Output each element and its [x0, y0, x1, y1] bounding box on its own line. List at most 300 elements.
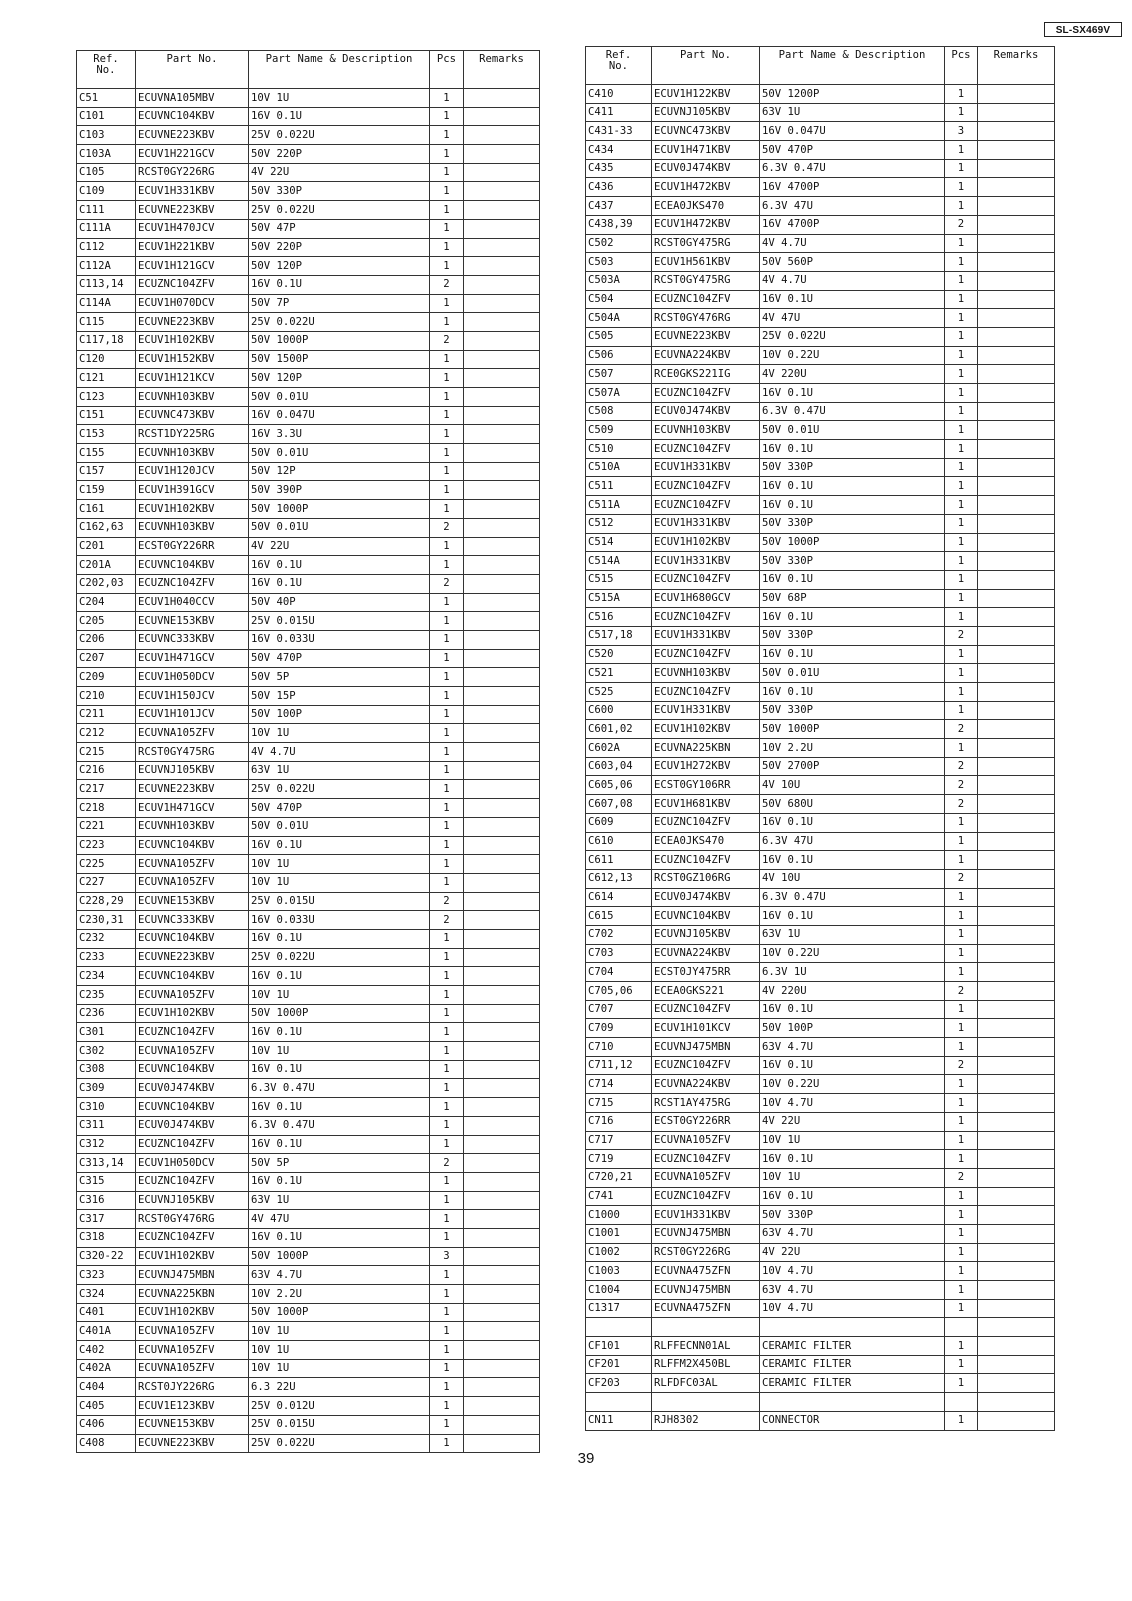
remarks-cell — [464, 687, 540, 706]
table-row — [77, 761, 540, 780]
ref-cell: C312 — [77, 1135, 136, 1154]
desc-cell: 6.3V 0.47U — [760, 159, 945, 178]
part-no-cell: ECUV1H472KBV — [652, 178, 760, 197]
table-row — [77, 1341, 540, 1360]
part-no-cell: ECUV1H121KCV — [136, 369, 249, 388]
part-no-cell: ECUV1H102KBV — [136, 1004, 249, 1023]
ref-cell: C207 — [77, 649, 136, 668]
table-row — [77, 257, 540, 276]
ref-cell: C505 — [586, 327, 652, 346]
part-no-cell: ECUV1H391GCV — [136, 481, 249, 500]
table-row — [586, 533, 1055, 552]
table-row — [586, 253, 1055, 272]
desc-cell: 10V 1U — [249, 1359, 430, 1378]
table-row — [586, 1168, 1055, 1187]
part-no-cell: ECUV0J474KBV — [652, 159, 760, 178]
pcs-cell: 1 — [430, 1172, 464, 1191]
pcs-cell: 2 — [945, 795, 978, 814]
table-row — [77, 275, 540, 294]
ref-cell: C221 — [77, 817, 136, 836]
desc-cell: 25V 0.012U — [249, 1397, 430, 1416]
pcs-cell: 1 — [945, 944, 978, 963]
remarks-cell — [978, 1000, 1055, 1019]
ref-cell: C717 — [586, 1131, 652, 1150]
ref-cell: C302 — [77, 1042, 136, 1061]
table-row — [77, 855, 540, 874]
table-row — [77, 687, 540, 706]
part-no-cell: ECUVNC104KBV — [136, 1098, 249, 1117]
pcs-cell: 1 — [945, 477, 978, 496]
desc-cell: 50V 0.01U — [249, 388, 430, 407]
pcs-cell: 1 — [945, 1187, 978, 1206]
pcs-cell: 1 — [430, 1042, 464, 1061]
desc-cell: 4V 47U — [760, 309, 945, 328]
ref-cell: C435 — [586, 159, 652, 178]
table-row — [77, 238, 540, 257]
remarks-cell — [464, 986, 540, 1005]
ref-cell: C516 — [586, 608, 652, 627]
ref-cell: C112 — [77, 238, 136, 257]
pcs-cell: 1 — [430, 593, 464, 612]
remarks-cell — [464, 836, 540, 855]
remarks-cell — [464, 388, 540, 407]
table-row — [77, 1191, 540, 1210]
ref-cell: CF201 — [586, 1355, 652, 1374]
desc-cell: 50V 0.01U — [760, 421, 945, 440]
ref-cell: C431-33 — [586, 122, 652, 141]
pcs-cell: 1 — [945, 1206, 978, 1225]
table-row — [586, 683, 1055, 702]
desc-cell: 10V 1U — [249, 855, 430, 874]
pcs-cell: 3 — [945, 122, 978, 141]
part-no-cell: RJH8302 — [652, 1411, 760, 1430]
remarks-cell — [464, 1023, 540, 1042]
part-no-cell: RCST1DY225RG — [136, 425, 249, 444]
ref-cell: C206 — [77, 630, 136, 649]
table-row — [586, 1374, 1055, 1393]
table-row — [586, 477, 1055, 496]
desc-cell: 16V 0.1U — [249, 836, 430, 855]
desc-cell: 4V 47U — [249, 1210, 430, 1229]
table-row — [77, 612, 540, 631]
part-no-cell: ECUV1H101KCV — [652, 1019, 760, 1038]
pcs-cell: 2 — [945, 776, 978, 795]
desc-cell: 50V 120P — [249, 369, 430, 388]
desc-cell: 16V 0.1U — [249, 1098, 430, 1117]
remarks-cell — [464, 593, 540, 612]
part-no-cell: ECUV1H470JCV — [136, 219, 249, 238]
ref-cell: C600 — [586, 701, 652, 720]
ref-cell: C109 — [77, 182, 136, 201]
table-row — [77, 313, 540, 332]
part-no-cell: ECUVNC104KBV — [136, 929, 249, 948]
part-no-cell: ECUVNE153KBV — [136, 1415, 249, 1434]
remarks-cell — [978, 1131, 1055, 1150]
part-no-cell: ECUZNC104ZFV — [652, 477, 760, 496]
part-no-cell: ECUV1H331KBV — [652, 626, 760, 645]
table-row — [586, 1075, 1055, 1094]
pcs-cell: 1 — [945, 1224, 978, 1243]
table-row — [77, 1079, 540, 1098]
ref-cell: C715 — [586, 1094, 652, 1113]
part-no-cell: ECUV1H472KBV — [652, 215, 760, 234]
remarks-cell — [464, 481, 540, 500]
part-no-cell: ECUVNC104KBV — [136, 967, 249, 986]
part-no-cell: ECUVNC104KBV — [136, 556, 249, 575]
part-no-cell: ECUZNC104ZFV — [652, 570, 760, 589]
desc-cell — [760, 1318, 945, 1337]
table-row — [77, 1322, 540, 1341]
table-row — [77, 350, 540, 369]
part-no-cell: ECUV1H331KBV — [652, 552, 760, 571]
desc-cell: 16V 0.1U — [760, 496, 945, 515]
part-no-cell: ECUZNC104ZFV — [136, 1172, 249, 1191]
ref-cell: C506 — [586, 346, 652, 365]
ref-cell: C318 — [77, 1228, 136, 1247]
desc-cell: 50V 1000P — [249, 331, 430, 350]
desc-cell: 63V 1U — [760, 925, 945, 944]
pcs-cell: 1 — [430, 967, 464, 986]
desc-cell: 6.3V 0.47U — [760, 888, 945, 907]
ref-cell: C205 — [77, 612, 136, 631]
ref-cell: C317 — [77, 1210, 136, 1229]
pcs-cell: 1 — [945, 1075, 978, 1094]
desc-cell: 16V 0.1U — [760, 570, 945, 589]
table-row — [77, 1434, 540, 1453]
desc-cell: 50V 1500P — [249, 350, 430, 369]
remarks-cell — [464, 799, 540, 818]
pcs-cell: 1 — [945, 1355, 978, 1374]
ref-cell: CF203 — [586, 1374, 652, 1393]
remarks-cell — [978, 159, 1055, 178]
table-row — [77, 388, 540, 407]
ref-cell: C202,03 — [77, 574, 136, 593]
pcs-cell: 1 — [945, 365, 978, 384]
ref-cell: C313,14 — [77, 1154, 136, 1173]
table-row — [77, 986, 540, 1005]
ref-cell: C436 — [586, 178, 652, 197]
desc-cell: 16V 0.1U — [760, 290, 945, 309]
desc-cell: 63V 4.7U — [249, 1266, 430, 1285]
table-row — [77, 89, 540, 108]
desc-cell: CERAMIC FILTER — [760, 1355, 945, 1374]
table-row — [77, 406, 540, 425]
desc-cell: 50V 0.01U — [249, 518, 430, 537]
ref-cell: C402 — [77, 1341, 136, 1360]
ref-cell: C236 — [77, 1004, 136, 1023]
ref-cell: C1001 — [586, 1224, 652, 1243]
pcs-cell: 1 — [430, 986, 464, 1005]
pcs-cell: 1 — [945, 552, 978, 571]
pcs-cell: 2 — [430, 275, 464, 294]
desc-cell: 16V 0.1U — [249, 929, 430, 948]
ref-cell: C111 — [77, 201, 136, 220]
pcs-cell: 1 — [430, 873, 464, 892]
table-row — [586, 552, 1055, 571]
table-row — [586, 234, 1055, 253]
pcs-cell: 1 — [945, 701, 978, 720]
remarks-cell — [464, 107, 540, 126]
table-row — [586, 907, 1055, 926]
desc-cell: 10V 2.2U — [249, 1285, 430, 1304]
ref-cell: C117,18 — [77, 331, 136, 350]
col-header-pcs: Pcs — [945, 47, 978, 85]
ref-cell: C123 — [77, 388, 136, 407]
part-no-cell: RCST1AY475RG — [652, 1094, 760, 1113]
remarks-cell — [464, 1172, 540, 1191]
part-no-cell: ECUVNH103KBV — [136, 518, 249, 537]
part-no-cell: RCST0GY226RG — [136, 163, 249, 182]
ref-cell: C615 — [586, 907, 652, 926]
pcs-cell: 1 — [430, 1303, 464, 1322]
part-no-cell: ECUZNC104ZFV — [652, 440, 760, 459]
part-no-cell: ECUZNC104ZFV — [136, 574, 249, 593]
remarks-cell — [978, 1374, 1055, 1393]
ref-cell: C507A — [586, 384, 652, 403]
pcs-cell: 1 — [945, 683, 978, 702]
table-row — [77, 705, 540, 724]
desc-cell: 50V 470P — [249, 649, 430, 668]
remarks-cell — [978, 1262, 1055, 1281]
ref-cell: C511 — [586, 477, 652, 496]
pcs-cell: 1 — [945, 384, 978, 403]
desc-cell: 16V 0.1U — [249, 1228, 430, 1247]
table-row — [77, 1378, 540, 1397]
part-no-cell: ECUVNA105ZFV — [136, 1341, 249, 1360]
ref-cell: C1002 — [586, 1243, 652, 1262]
pcs-cell: 1 — [430, 369, 464, 388]
desc-cell: 25V 0.015U — [249, 612, 430, 631]
pcs-cell: 1 — [430, 630, 464, 649]
remarks-cell — [978, 589, 1055, 608]
remarks-cell — [464, 1415, 540, 1434]
table-header-row — [77, 51, 540, 89]
pcs-cell: 1 — [945, 1374, 978, 1393]
remarks-cell — [464, 1303, 540, 1322]
remarks-cell — [464, 406, 540, 425]
pcs-cell: 1 — [430, 780, 464, 799]
part-no-cell: ECUVNJ105KBV — [652, 925, 760, 944]
pcs-cell: 2 — [430, 1154, 464, 1173]
table-row — [77, 1415, 540, 1434]
ref-cell: C603,04 — [586, 757, 652, 776]
pcs-cell: 1 — [945, 309, 978, 328]
ref-cell: C719 — [586, 1150, 652, 1169]
desc-cell: 50V 680U — [760, 795, 945, 814]
desc-cell: 16V 0.1U — [760, 608, 945, 627]
table-row — [77, 163, 540, 182]
remarks-cell — [978, 944, 1055, 963]
part-no-cell: RCST0GY476RG — [652, 309, 760, 328]
part-no-cell: ECST0GY226RR — [652, 1112, 760, 1131]
pcs-cell: 1 — [430, 219, 464, 238]
desc-cell: 16V 0.1U — [249, 967, 430, 986]
table-row — [77, 1210, 540, 1229]
part-no-cell: RCST0GY475RG — [136, 743, 249, 762]
desc-cell: 16V 0.1U — [760, 1150, 945, 1169]
pcs-cell: 1 — [430, 1285, 464, 1304]
ref-cell: C411 — [586, 103, 652, 122]
remarks-cell — [978, 925, 1055, 944]
desc-cell: 50V 100P — [249, 705, 430, 724]
table-row — [586, 1281, 1055, 1300]
part-no-cell: ECUV1H471GCV — [136, 649, 249, 668]
remarks-cell — [464, 89, 540, 108]
ref-cell: C105 — [77, 163, 136, 182]
remarks-cell — [978, 1411, 1055, 1430]
desc-cell: 50V 560P — [760, 253, 945, 272]
pcs-cell: 1 — [945, 608, 978, 627]
table-row — [77, 1135, 540, 1154]
part-no-cell: RCE0GKS221IG — [652, 365, 760, 384]
ref-cell: C702 — [586, 925, 652, 944]
part-no-cell: ECUVNE153KBV — [136, 892, 249, 911]
remarks-cell — [464, 145, 540, 164]
desc-cell: 50V 2700P — [760, 757, 945, 776]
ref-cell: CN11 — [586, 1411, 652, 1430]
part-no-cell — [652, 1393, 760, 1412]
pcs-cell: 1 — [945, 1262, 978, 1281]
table-row — [586, 1038, 1055, 1057]
desc-cell: 63V 4.7U — [760, 1038, 945, 1057]
table-row — [77, 1172, 540, 1191]
remarks-cell — [464, 1060, 540, 1079]
part-no-cell: ECUV1H331KBV — [136, 182, 249, 201]
remarks-cell — [978, 384, 1055, 403]
table-row — [77, 182, 540, 201]
remarks-cell — [978, 1038, 1055, 1057]
desc-cell: 50V 40P — [249, 593, 430, 612]
remarks-cell — [978, 683, 1055, 702]
table-row — [77, 126, 540, 145]
part-no-cell: ECUV1H680GCV — [652, 589, 760, 608]
desc-cell: 16V 0.1U — [760, 1000, 945, 1019]
ref-cell: C218 — [77, 799, 136, 818]
pcs-cell: 2 — [945, 1056, 978, 1075]
table-row — [77, 630, 540, 649]
ref-cell: C704 — [586, 963, 652, 982]
remarks-cell — [978, 421, 1055, 440]
remarks-cell — [978, 869, 1055, 888]
pcs-cell — [945, 1393, 978, 1412]
table-row — [77, 1116, 540, 1135]
part-no-cell: ECUZNC104ZFV — [652, 813, 760, 832]
remarks-cell — [978, 1318, 1055, 1337]
remarks-cell — [464, 462, 540, 481]
ref-cell: C1000 — [586, 1206, 652, 1225]
pcs-cell: 1 — [430, 500, 464, 519]
table-row — [586, 626, 1055, 645]
ref-cell: C525 — [586, 683, 652, 702]
remarks-cell — [978, 1281, 1055, 1300]
table-row — [586, 888, 1055, 907]
part-no-cell: RCST0GY226RG — [652, 1243, 760, 1262]
remarks-cell — [464, 724, 540, 743]
col-header-desc: Part Name & Description — [760, 47, 945, 85]
table-row — [77, 444, 540, 463]
part-no-cell: RCST0GY475RG — [652, 234, 760, 253]
remarks-cell — [978, 645, 1055, 664]
ref-cell: C517,18 — [586, 626, 652, 645]
desc-cell: 50V 220P — [249, 238, 430, 257]
remarks-cell — [978, 365, 1055, 384]
pcs-cell — [945, 1318, 978, 1337]
desc-cell: 63V 1U — [249, 761, 430, 780]
part-no-cell: ECUV0J474KBV — [136, 1116, 249, 1135]
ref-cell: C112A — [77, 257, 136, 276]
remarks-cell — [464, 761, 540, 780]
pcs-cell: 1 — [945, 925, 978, 944]
ref-cell: C605,06 — [586, 776, 652, 795]
desc-cell: 4V 220U — [760, 982, 945, 1001]
pcs-cell: 1 — [945, 178, 978, 197]
remarks-cell — [464, 911, 540, 930]
ref-cell: C711,12 — [586, 1056, 652, 1075]
ref-cell: C234 — [77, 967, 136, 986]
desc-cell: 16V 0.033U — [249, 911, 430, 930]
remarks-cell — [978, 178, 1055, 197]
desc-cell: 10V 2.2U — [760, 739, 945, 758]
part-no-cell: ECUV1H102KBV — [652, 720, 760, 739]
remarks-cell — [978, 1243, 1055, 1262]
part-no-cell: ECUVNA105ZFV — [136, 986, 249, 1005]
ref-cell: C301 — [77, 1023, 136, 1042]
part-no-cell: ECUVNE153KBV — [136, 612, 249, 631]
part-no-cell: ECST0JY475RR — [652, 963, 760, 982]
desc-cell: 16V 4700P — [760, 178, 945, 197]
pcs-cell: 1 — [430, 1135, 464, 1154]
pcs-cell: 1 — [945, 271, 978, 290]
ref-cell: C502 — [586, 234, 652, 253]
ref-cell: C210 — [77, 687, 136, 706]
pcs-cell: 2 — [430, 331, 464, 350]
part-no-cell: ECUV1H221GCV — [136, 145, 249, 164]
ref-cell: C201 — [77, 537, 136, 556]
desc-cell: CERAMIC FILTER — [760, 1374, 945, 1393]
pcs-cell: 1 — [945, 253, 978, 272]
ref-cell: C720,21 — [586, 1168, 652, 1187]
table-row — [586, 851, 1055, 870]
pcs-cell: 1 — [430, 481, 464, 500]
desc-cell: 16V 0.1U — [249, 556, 430, 575]
part-no-cell: ECUVNC333KBV — [136, 911, 249, 930]
table-row — [77, 668, 540, 687]
pcs-cell: 1 — [430, 350, 464, 369]
pcs-cell: 1 — [430, 537, 464, 556]
pcs-cell: 1 — [945, 888, 978, 907]
desc-cell: 50V 330P — [760, 514, 945, 533]
table-row — [77, 1359, 540, 1378]
table-row — [77, 145, 540, 164]
table-row — [77, 1247, 540, 1266]
desc-cell: 16V 0.1U — [249, 574, 430, 593]
part-no-cell: ECST0GY106RR — [652, 776, 760, 795]
pcs-cell: 1 — [945, 514, 978, 533]
table-row — [586, 309, 1055, 328]
ref-cell: C232 — [77, 929, 136, 948]
part-no-cell: ECEA0GKS221 — [652, 982, 760, 1001]
desc-cell: 50V 330P — [760, 626, 945, 645]
remarks-cell — [464, 1434, 540, 1453]
remarks-cell — [464, 1322, 540, 1341]
table-row — [586, 776, 1055, 795]
remarks-cell — [978, 739, 1055, 758]
remarks-cell — [978, 85, 1055, 104]
part-no-cell: RCST0JY226RG — [136, 1378, 249, 1397]
pcs-cell: 1 — [430, 107, 464, 126]
pcs-cell: 1 — [945, 496, 978, 515]
table-row — [586, 963, 1055, 982]
